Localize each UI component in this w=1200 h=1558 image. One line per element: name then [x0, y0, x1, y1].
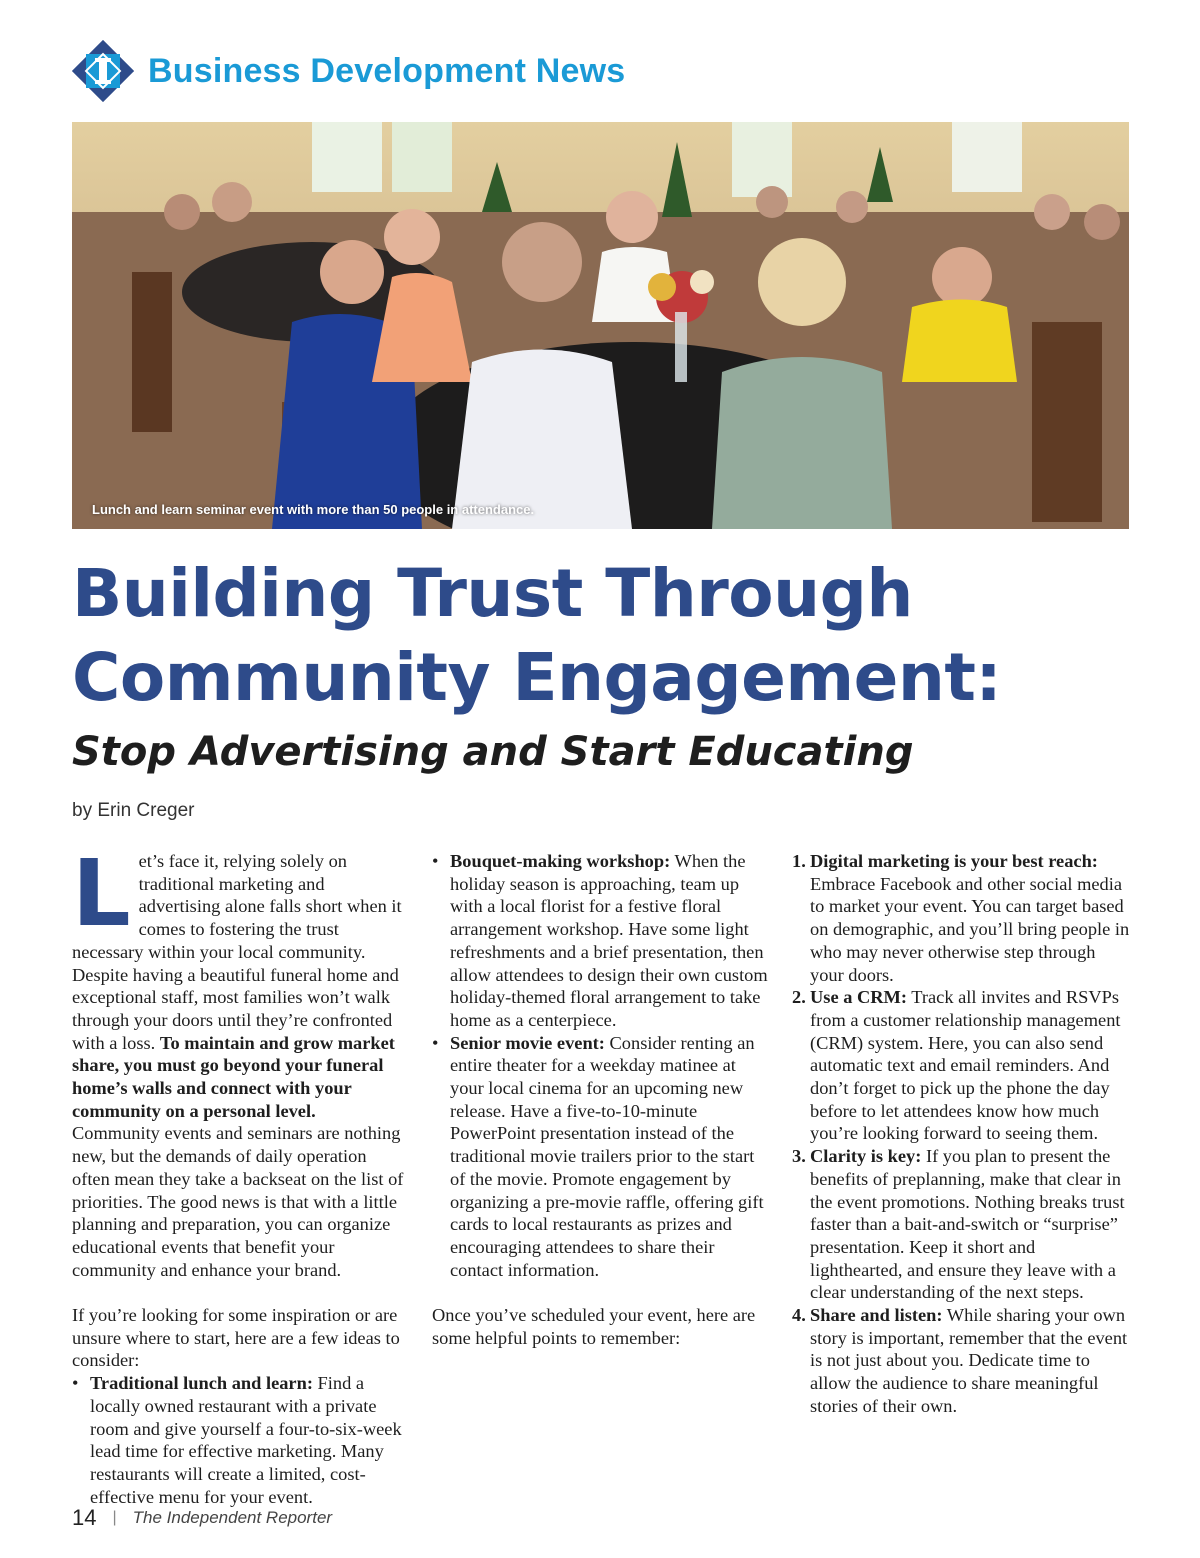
article-title-line2: Community Engagement:	[72, 639, 1002, 716]
point-text: Track all invites and RSVPs from a customer relationship management (CRM) system. Here, you can also send automatic text and email reminders. And don’t forget to pick up the phone the day before to let attendees know how much you’re looking forward to seeing them.	[810, 987, 1121, 1144]
idea-text: Find a locally owned restaurant with a private room and give yourself a four-to-six-week lead time for effective marketing. Many restaurants will create a limited, cost-effective menu for your event.	[90, 1373, 402, 1507]
paragraph-2: Community events and seminars are nothing new, but the demands of daily operation often mean they take a backseat on the list of priorities. The good news is that with a little planning and preparation, you can organize educational events that benefit your community and enhance your brand.	[72, 1123, 404, 1280]
intro-bold-statement: To maintain and grow market share, you must go beyond your funeral home’s walls and connect with your community on a personal level.	[72, 1032, 395, 1121]
list-item	[432, 850, 772, 1032]
point-title: Share and listen:	[810, 1305, 943, 1326]
ideas-list-continued	[432, 850, 772, 1281]
idea-title: Senior movie event:	[450, 1032, 605, 1053]
list-item	[792, 1304, 1132, 1418]
article-title	[72, 552, 1132, 720]
list-item	[792, 986, 1132, 1145]
idea-title: Bouquet-making workshop:	[450, 851, 671, 871]
points-list	[792, 850, 1132, 1418]
publication-logo-icon	[72, 40, 134, 102]
event-photo	[72, 122, 1129, 529]
point-title: Digital marketing is your best reach:	[810, 851, 1098, 871]
point-title: Use a CRM:	[810, 987, 908, 1008]
paragraph-3: If you’re looking for some inspiration or are unsure where to start, here are a few ideas to consider:	[72, 1305, 400, 1371]
idea-text: When the holiday season is approaching, team up with a local florist for a festive floral arrangement workshop. Have some light refreshments and a brief presentation, then allow attendees to design their own custom holiday-themed floral arrangement to take home as a centerpiece.	[450, 851, 768, 1030]
article-subtitle: Stop Advertising and Start Educating	[72, 729, 914, 775]
idea-title: Traditional lunch and learn:	[90, 1373, 313, 1394]
intro-text: et’s face it, relying solely on traditional marketing and advertising alone falls short when it comes to fostering the trust necessary within your local community. Despite having a beautiful funeral home and exceptional staff, most families won’t walk through your doors until they’re confronted with a loss.	[72, 851, 402, 1053]
list-item	[72, 1372, 408, 1508]
list-item	[792, 1145, 1132, 1304]
list-item	[792, 850, 1132, 986]
list-item	[432, 1032, 772, 1282]
page-footer	[72, 1505, 332, 1531]
point-text: If you plan to present the benefits of preplanning, make that clear in the event promotions. Nothing breaks trust faster than a bait-and-switch or “surprise” presentation. Keep it short and lighthearted, and ensure they leave with a clear understanding of the next steps.	[810, 1146, 1125, 1303]
section-header	[72, 38, 625, 104]
footer-separator: |	[112, 1509, 117, 1526]
section-title: Business Development News	[148, 51, 626, 90]
point-number: 2.	[792, 987, 806, 1008]
point-number: 1.	[792, 851, 806, 871]
point-number: 4.	[792, 1305, 806, 1326]
point-number: 3.	[792, 1146, 806, 1167]
paragraph-4: Once you’ve scheduled your event, here are some helpful points to remember:	[432, 1305, 756, 1348]
drop-cap: L	[72, 840, 131, 947]
article-column-1	[72, 840, 408, 1508]
intro-paragraph	[72, 840, 408, 1122]
idea-text: Consider renting an entire theater for a weekday matinee at your local cinema for an upcoming new release. Have a five-to-10-minute PowerPoint presentation instead of the traditional movie trailers prior to the start of the movie. Promote engagement by organizing a pre-movie raffle, offering gift cards to local restaurants as prizes and encouraging attendees to share their contact information.	[450, 1032, 764, 1280]
ideas-list	[72, 1372, 408, 1508]
point-text: Embrace Facebook and other social media to market your event. You can target based on demographic, and you’ll bring people in who may never otherwise step through your doors.	[810, 873, 1130, 985]
article-column-2	[432, 850, 772, 1349]
photo-caption: Lunch and learn seminar event with more than 50 people in attendance.	[92, 502, 535, 517]
article-title-line1: Building Trust Through	[72, 555, 913, 632]
point-text: While sharing your own story is important, remember that the event is not just about you. Dedicate time to allow the audience to share meaningful stories of their own.	[810, 1305, 1128, 1416]
article-column-3	[792, 850, 1132, 1418]
point-title: Clarity is key:	[810, 1146, 922, 1167]
byline: by Erin Creger	[72, 800, 195, 821]
publication-name: The Independent Reporter	[132, 1508, 333, 1527]
page-number: 14	[72, 1505, 97, 1530]
